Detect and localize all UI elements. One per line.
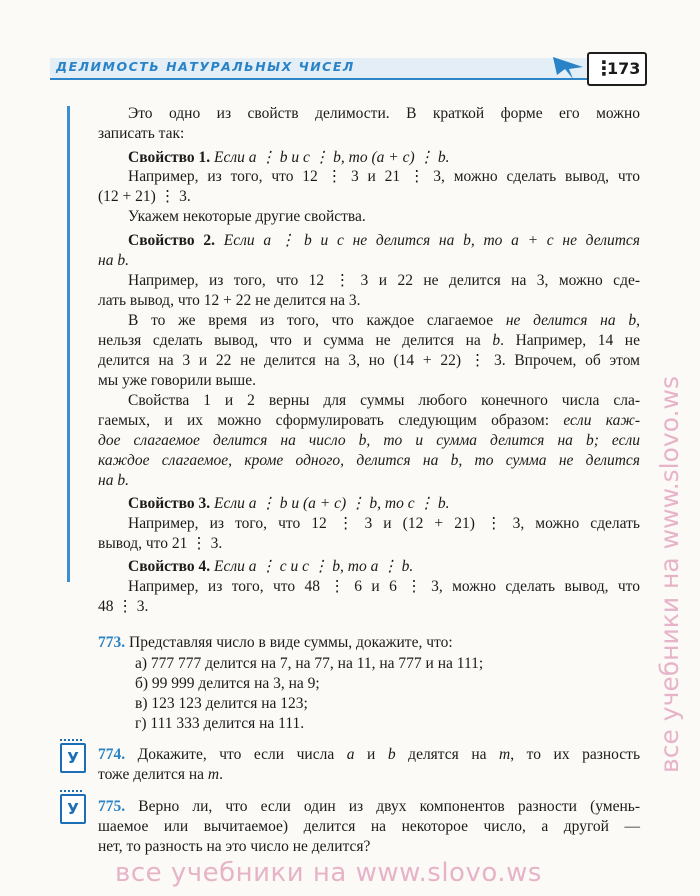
example-4-line: Например, из того, что 48 ⋮ 6 и 6 ⋮ 3, можно сделать вывод, что bbox=[128, 578, 640, 595]
paragraph-line bbox=[98, 411, 640, 431]
paragraph-line bbox=[128, 311, 640, 331]
property-2-text: на b. bbox=[98, 252, 129, 269]
italic-span: m bbox=[207, 766, 220, 783]
italic-span: дое слагаемое делится на число b, то и сумма делится на b; если bbox=[98, 432, 640, 449]
paragraph-line bbox=[98, 431, 640, 451]
paragraph-line: мы уже говорили выше. bbox=[98, 372, 256, 389]
example-3-line: Например, из того, что 12 ⋮ 3 и (12 + 21) ⋮ 3, можно сделать bbox=[128, 515, 640, 532]
problem-775 bbox=[98, 797, 640, 817]
property-3-label: Свойство 3. bbox=[128, 495, 211, 512]
paragraph-line: Свойства 1 и 2 верны для суммы любого конечного числа сла- bbox=[128, 392, 640, 409]
property-4 bbox=[128, 557, 640, 577]
property-3-text: Если a ⋮ b и (a + c) ⋮ b, то c ⋮ b. bbox=[214, 495, 450, 512]
example-1-line: Например, из того, что 12 ⋮ 3 и 21 ⋮ 3, можно сделать вывод, что bbox=[128, 168, 640, 185]
text-span: делятся на bbox=[395, 746, 500, 763]
property-4-label: Свойство 4. bbox=[128, 558, 211, 575]
problem-text: Представляя число в виде суммы, докажите, что: bbox=[129, 634, 453, 651]
text-span: Докажите, что если числа bbox=[137, 746, 347, 763]
italic-span: b bbox=[492, 332, 501, 349]
page-number: 173 bbox=[607, 59, 641, 78]
problem-774 bbox=[98, 745, 640, 765]
italic-span: каждое слагаемое, кроме одного, делится на b, то сумма не делится bbox=[98, 452, 640, 469]
problem-item: а) 777 777 делится на 7, на 77, на 11, на 777 и на 111; bbox=[135, 655, 484, 672]
example-2-line: Например, из того, что 12 ⋮ 3 и 22 не делится на 3, можно сде- bbox=[128, 272, 640, 289]
example-3-line: вывод, что 21 ⋮ 3. bbox=[98, 535, 223, 552]
text-span: , bbox=[636, 312, 640, 329]
arrow-pointer-icon bbox=[551, 55, 585, 81]
problem-number: 774. bbox=[98, 746, 126, 763]
intro-line: Это одно из свойств делимости. В краткой форме его можно bbox=[128, 105, 640, 122]
problem-775-line: нет, то разность на это число не делится? bbox=[98, 838, 371, 855]
text-span: В то же время из того, что каждое слагаемое bbox=[128, 312, 506, 329]
italic-span: b bbox=[387, 746, 396, 763]
ruler-icon: ⋮ bbox=[594, 56, 614, 80]
other-properties-line: Укажем некоторые другие свойства. bbox=[128, 208, 366, 225]
intro-line: записать так: bbox=[98, 125, 185, 142]
italic-span: не делится на b bbox=[505, 312, 637, 329]
watermark-bottom: все учебники на www.slovo.ws bbox=[115, 858, 542, 888]
italic-span: a bbox=[346, 746, 355, 763]
example-2-line: лать вывод, что 12 + 22 не делится на 3. bbox=[98, 292, 361, 309]
italic-span: на b. bbox=[98, 472, 129, 489]
problem-item: в) 123 123 делится на 123; bbox=[135, 695, 308, 712]
property-4-text: Если a ⋮ c и c ⋮ b, то a ⋮ b. bbox=[214, 558, 414, 575]
paragraph-line: делится на 3 и 22 не делится на 3, но (14 + 22) ⋮ 3. Впрочем, об этом bbox=[98, 352, 640, 369]
text-span: и bbox=[354, 746, 388, 763]
property-1 bbox=[128, 148, 640, 168]
paragraph-line bbox=[98, 471, 129, 491]
section-side-bar bbox=[67, 106, 70, 582]
text-span: тоже делится на bbox=[98, 766, 208, 783]
example-4-line: 48 ⋮ 3. bbox=[98, 598, 149, 615]
property-2-text: Если a ⋮ b и c не делится на b, то a + c не делится bbox=[223, 232, 640, 249]
italic-span: если каж- bbox=[563, 412, 640, 429]
notebook-badge-icon: У bbox=[60, 794, 86, 824]
problem-773 bbox=[98, 633, 453, 653]
property-1-label: Свойство 1. bbox=[128, 149, 211, 166]
problem-text: Верно ли, что если один из двух компонентов разности (умень- bbox=[138, 798, 640, 815]
text-span: . bbox=[219, 766, 223, 783]
property-2-continuation bbox=[98, 251, 129, 271]
problem-775-line: шаемое или вычитаемое) делится на некоторое число, а другой — bbox=[98, 818, 640, 835]
problem-number: 775. bbox=[98, 798, 126, 815]
page-number-box bbox=[587, 52, 647, 86]
chapter-title: ДЕЛИМОСТЬ НАТУРАЛЬНЫХ ЧИСЕЛ bbox=[56, 59, 355, 74]
property-2-label: Свойство 2. bbox=[128, 232, 215, 249]
text-span: . Например, 14 не bbox=[500, 332, 640, 349]
text-span: нельзя сделать вывод, что и сумма не делится на bbox=[98, 332, 493, 349]
problem-item: б) 99 999 делится на 3, на 9; bbox=[135, 675, 320, 692]
example-1-line: (12 + 21) ⋮ 3. bbox=[98, 188, 191, 205]
watermark-side: все учебники на www.slovo.ws bbox=[655, 376, 684, 773]
property-3 bbox=[128, 494, 640, 514]
italic-span: m bbox=[499, 746, 511, 763]
problem-item: г) 111 333 делится на 111. bbox=[135, 715, 305, 732]
text-span: гаемых, и их можно сформулировать следующим образом: bbox=[98, 412, 564, 429]
property-2 bbox=[128, 231, 640, 251]
text-span: , то их разность bbox=[510, 746, 641, 763]
property-1-text: Если a ⋮ b и c ⋮ b, то (a + c) ⋮ b. bbox=[214, 149, 450, 166]
paragraph-line bbox=[98, 451, 640, 471]
problem-number: 773. bbox=[98, 634, 126, 651]
paragraph-line bbox=[98, 331, 640, 351]
problem-774-continuation bbox=[98, 765, 223, 785]
notebook-badge-icon: У bbox=[60, 743, 86, 773]
